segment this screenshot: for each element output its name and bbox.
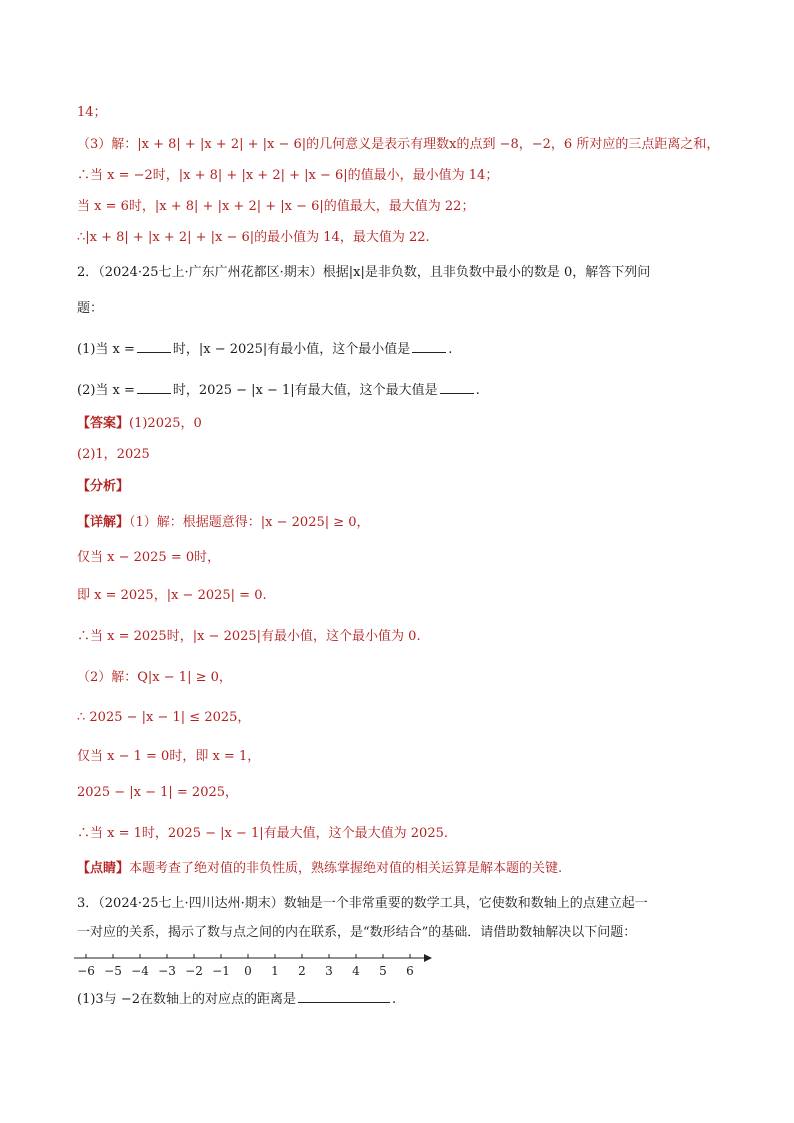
detail-tag: 【详解】 [77,515,130,530]
sub-question-text: (1)当 x = [77,342,135,357]
number-line-label: 5 [379,964,387,978]
number-line-label: 0 [244,964,252,978]
comment-text: 本题考查了绝对值的非负性质，熟练掌握绝对值的相关运算是解本题的关键. [129,861,563,876]
detail-text: 2025 − |x − 1| = 2025， [77,785,239,800]
answer-blank[interactable] [137,338,171,353]
answer-blank[interactable] [137,379,171,394]
answer-blank[interactable] [440,379,474,394]
detail-text: ∴当 x = 1时，2025 − |x − 1|有最大值，这个最大值为 2025. [77,826,449,841]
detail-text: ∴ 2025 − |x − 1| ≤ 2025， [77,710,251,725]
number-line-label: −2 [185,964,203,978]
solution-line: ∴当 x = −2时，|x + 8| + |x + 2| + |x − 6|的值最小，最小值为 14； [77,168,499,183]
number-line-label: −1 [212,964,230,978]
solution-line: ∴|x + 8| + |x + 2| + |x − 6|的最小值为 14，最大值为 22. [77,230,430,245]
number-line-label: −6 [77,964,95,978]
arrow-icon [424,954,432,962]
number-line-label: −5 [104,964,122,978]
detail-text: 即 x = 2025，|x − 2025| = 0. [77,588,267,603]
number-line-label: 4 [352,964,360,978]
sub-question-text: (1)3与 −2在数轴上的对应点的距离是 [77,992,296,1007]
number-line-label: 1 [271,964,279,978]
solution-line: 当 x = 6时，|x + 8| + |x + 2| + |x − 6|的值最大，最大值为 22； [77,199,475,214]
answer-blank[interactable] [412,338,446,353]
sub-question-text: . [475,383,480,398]
answer-section [77,415,202,433]
detail-section [77,514,370,532]
question-stem: 3．（2024·25七上·四川达州·期末）数轴是一个非常重要的数学工具，它使数和数轴上的点建立起一 [77,896,648,911]
sub-question-1 [77,988,396,1009]
sub-question-text: . [448,342,453,357]
number-line-label: 3 [325,964,333,978]
detail-text: ∴当 x = 2025时，|x − 2025|有最小值，这个最小值为 0. [77,629,421,644]
answer-line: 14； [77,105,107,120]
detail-text: （2）解：Q|x − 1| ≥ 0， [77,670,232,685]
sub-question-text: . [391,992,397,1007]
comment-section [77,860,562,878]
sub-question-text: 时，|x − 2025|有最小值，这个最小值是 [172,342,411,357]
question-stem: 题： [77,301,104,316]
answer-text: (1)2025，0 [129,416,202,431]
question-stem: 2．（2024·25七上·广东广州花都区·期末）根据|x|是非负数，且非负数中最小的数是 0，解答下列问 [77,265,651,280]
solution-line: （3）解：|x + 8| + |x + 2| + |x − 6|的几何意义是表示有理数x的点到 −8，−2，6 所对应的三点距离之和， [77,137,720,152]
number-line-label: −4 [131,964,149,978]
sub-question-text: 时，2025 − |x − 1|有最大值，这个最大值是 [172,383,438,398]
detail-text: 仅当 x − 1 = 0时，即 x = 1， [77,749,261,764]
sub-question-2 [77,379,480,400]
detail-text: 仅当 x − 2025 = 0时， [77,550,221,565]
answer-blank[interactable] [298,988,390,1003]
sub-question-text: (2)当 x = [77,383,135,398]
number-line-label: −3 [158,964,176,978]
detail-text: （1）解：根据题意得：|x − 2025| ≥ 0， [129,515,370,530]
answer-text: (2)1，2025 [77,447,150,462]
sub-question-1 [77,338,452,359]
comment-tag: 【点睛】 [77,861,130,876]
number-line-label: 6 [406,964,414,978]
number-line-label: 2 [298,964,306,978]
number-line [72,950,432,980]
answer-tag: 【答案】 [77,416,130,431]
question-stem: 一对应的关系，揭示了数与点之间的内在联系，是“数形结合”的基础．请借助数轴解决以下问题： [77,925,637,940]
analysis-tag: 【分析】 [77,479,130,494]
